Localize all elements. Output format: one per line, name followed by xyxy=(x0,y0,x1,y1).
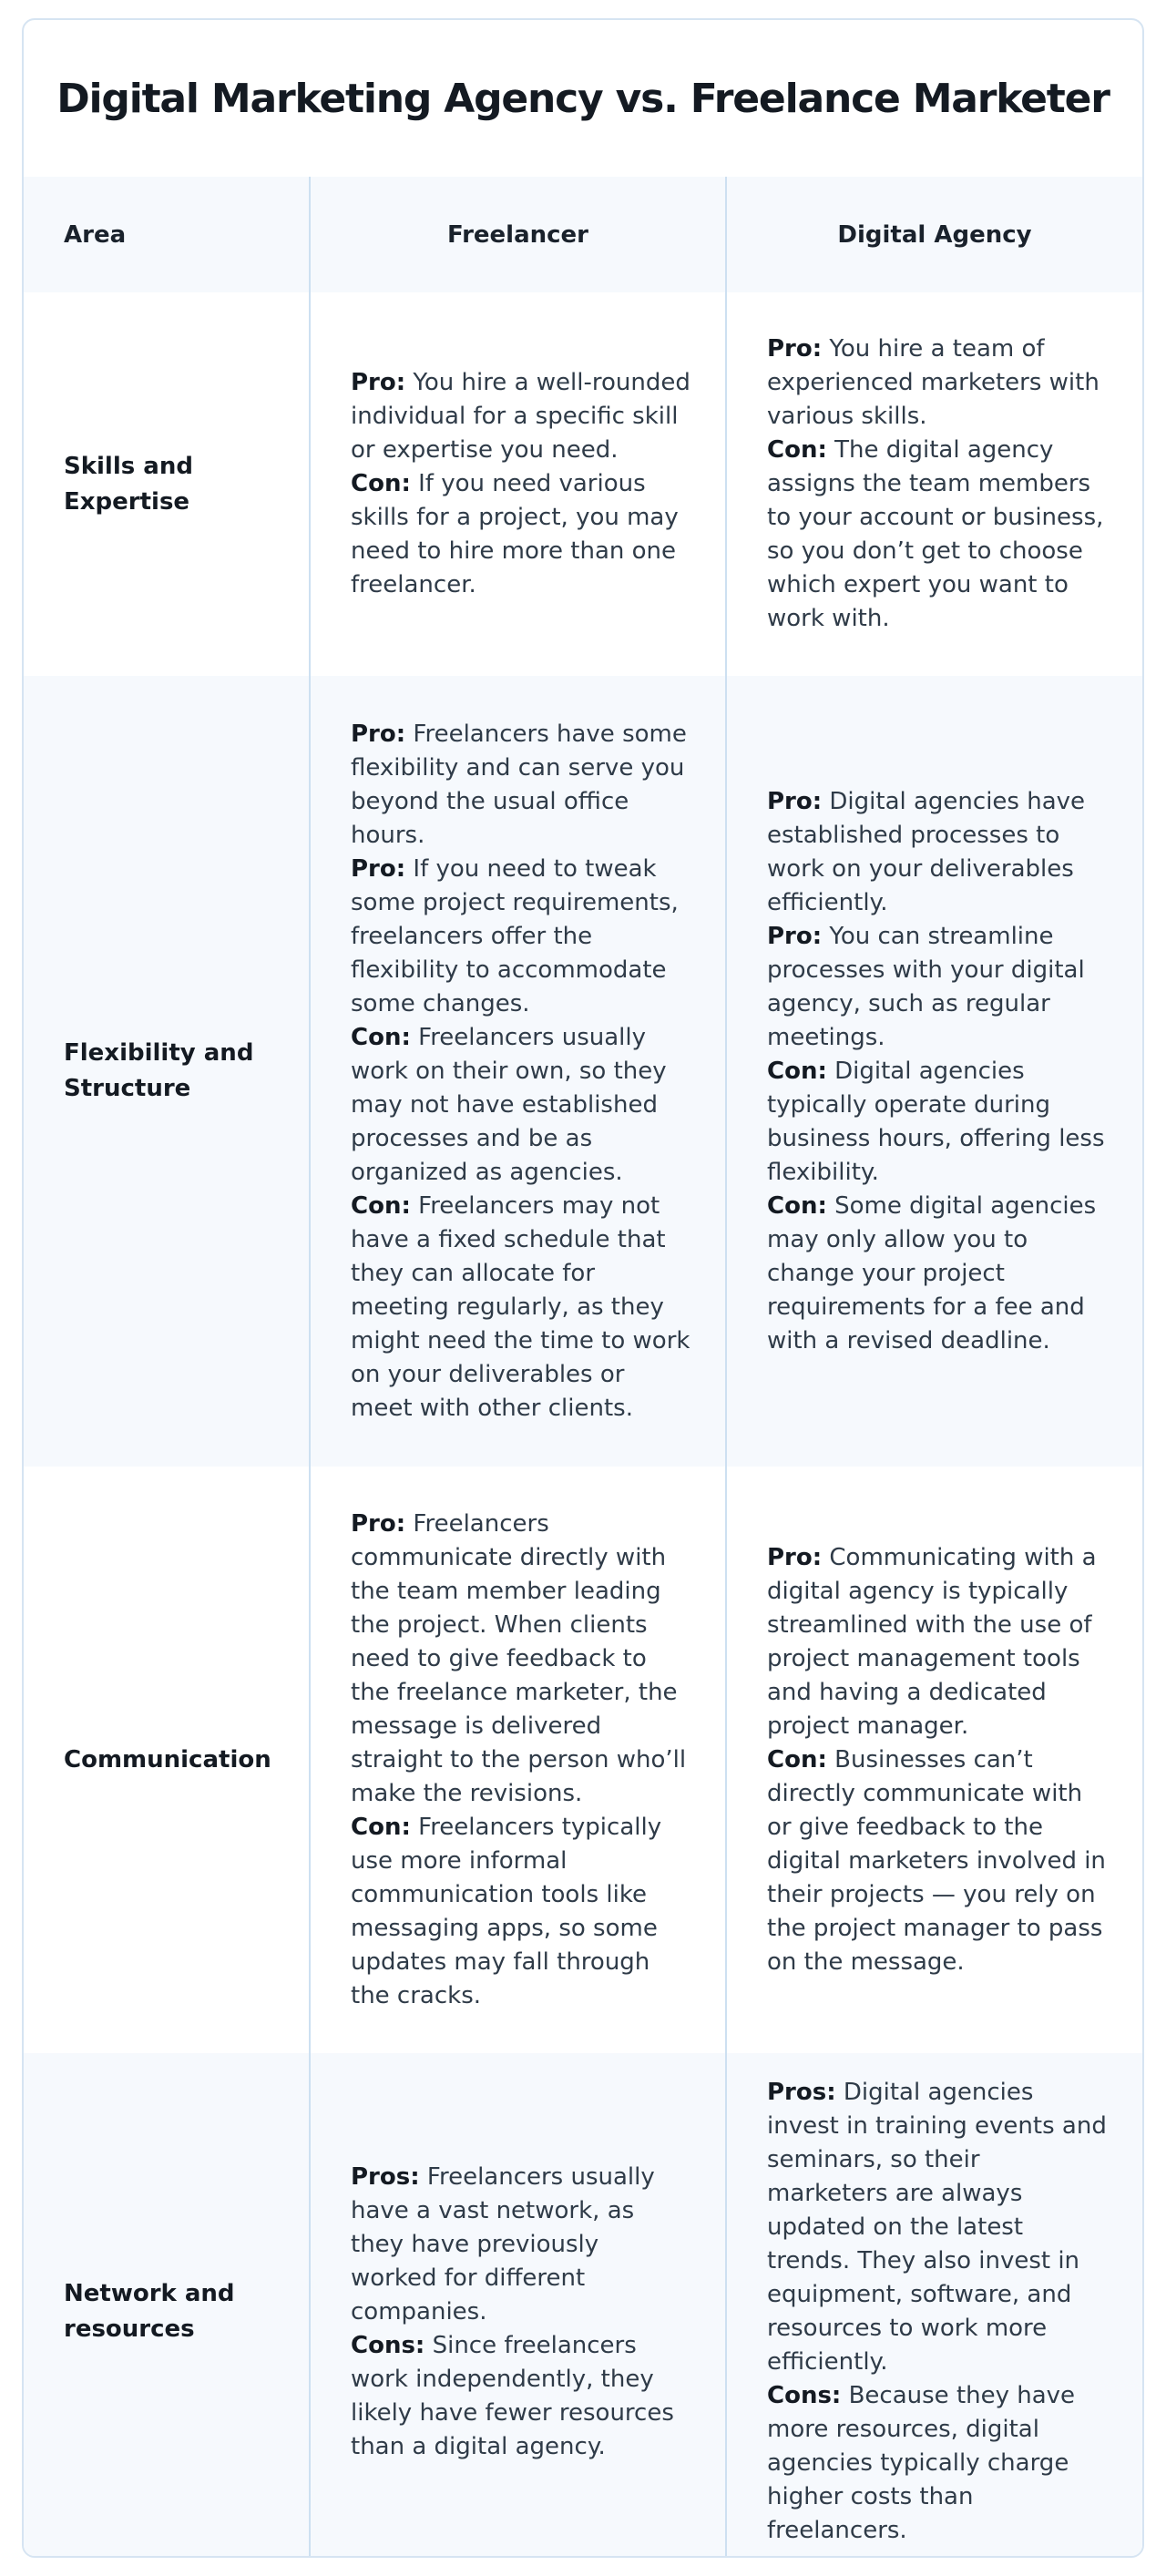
point-label: Con: xyxy=(351,470,411,497)
point-text: If you need to tweak some project requirements, freelancers offer the flexibility to accommodate some changes. xyxy=(351,854,679,1017)
point-text: The digital agency assigns the team members to your account or business, so you don’t get to choose which expert you want to work with. xyxy=(767,436,1104,632)
point-label: Cons: xyxy=(767,2382,842,2409)
point-text: Since freelancers work independently, they likely have fewer resources than a digital agency. xyxy=(351,2331,674,2460)
point-item xyxy=(767,1190,1108,1358)
point-text: Digital agencies have established processes to work on your deliverables efficiently. xyxy=(767,787,1086,916)
point-label: Pros: xyxy=(351,2162,420,2191)
point-text: You can streamline processes with your digital agency, such as regular meetings. xyxy=(767,922,1085,1051)
area-cell: Skills and Expertise xyxy=(24,292,310,676)
point-text: You hire a well-rounded individual for a specific skill or expertise you need. xyxy=(351,369,690,464)
point-text: Digital agencies typically operate during business hours, offering less flexibility. xyxy=(767,1057,1105,1186)
point-text: Freelancers have some flexibility and can serve you beyond the usual office hours. xyxy=(351,720,687,849)
point-item xyxy=(351,718,690,853)
table-row xyxy=(24,2053,1142,2558)
point-label: Pro: xyxy=(767,922,823,950)
point-text: Freelancers usually work on their own, so they may not have established processes and be as organized as agencies. xyxy=(351,1023,667,1186)
agency-cell xyxy=(726,2053,1142,2558)
point-label: Pros: xyxy=(767,2079,836,2106)
page-title: Digital Marketing Agency vs. Freelance Marketer xyxy=(56,75,1110,122)
point-label: Con: xyxy=(351,1813,411,1841)
point-item xyxy=(767,1055,1108,1190)
point-item xyxy=(351,1190,690,1426)
area-cell: Communication xyxy=(24,1467,310,2053)
agency-cell xyxy=(726,292,1142,676)
point-text: You hire a team of experienced marketers with various skills. xyxy=(767,335,1100,430)
freelancer-cell xyxy=(310,1467,726,2053)
point-item xyxy=(767,2076,1108,2379)
table-row xyxy=(24,292,1142,676)
area-cell: Network and resources xyxy=(24,2053,310,2558)
point-item xyxy=(351,853,690,1021)
point-item xyxy=(351,2161,690,2329)
area-cell: Flexibility and Structure xyxy=(24,676,310,1467)
point-item xyxy=(351,467,690,602)
point-item xyxy=(351,1021,690,1190)
point-item xyxy=(767,1541,1108,1743)
point-item xyxy=(767,1743,1108,1979)
point-item xyxy=(351,2329,690,2464)
point-label: Cons: xyxy=(351,2331,425,2359)
comparison-table xyxy=(24,177,1142,2558)
point-item xyxy=(767,2379,1108,2548)
point-text: Freelancers communicate directly with the team member leading the project. When clients need to give feedback to the freelance marketer, the message is delivered straight to the person who’ll make the revisions. xyxy=(351,1509,687,1807)
point-label: Pro: xyxy=(767,335,823,363)
freelancer-cell xyxy=(310,676,726,1467)
title-area xyxy=(24,20,1142,177)
table-row xyxy=(24,1467,1142,2053)
point-label: Pro: xyxy=(351,720,406,748)
column-header-agency: Digital Agency xyxy=(726,177,1142,292)
header-row xyxy=(24,177,1142,292)
point-text: Communicating with a digital agency is typically streamlined with the use of project management tools and having a dedicated project manager. xyxy=(767,1543,1097,1740)
point-label: Pro: xyxy=(351,854,406,883)
point-label: Pro: xyxy=(351,369,406,396)
point-text: Some digital agencies may only allow you to change your project requirements for a fee and with a revised deadline. xyxy=(767,1191,1097,1354)
column-header-freelancer: Freelancer xyxy=(310,177,726,292)
point-label: Pro: xyxy=(767,787,823,815)
freelancer-cell xyxy=(310,292,726,676)
point-label: Con: xyxy=(767,1057,827,1085)
agency-cell xyxy=(726,1467,1142,2053)
comparison-card xyxy=(22,18,1144,2558)
table-row xyxy=(24,676,1142,1467)
point-label: Con: xyxy=(767,436,827,464)
point-item xyxy=(767,920,1108,1055)
point-label: Con: xyxy=(351,1191,411,1220)
point-item xyxy=(767,434,1108,636)
point-text: Freelancers usually have a vast network, as they have previously worked for different companies. xyxy=(351,2162,655,2326)
point-label: Pro: xyxy=(351,1509,406,1538)
point-item xyxy=(767,332,1108,434)
point-label: Con: xyxy=(351,1023,411,1051)
point-text: Businesses can’t directly communicate with or give feedback to the digital marketers involved in their projects — you rely on the project manager to pass on the message. xyxy=(767,1745,1106,1976)
point-text: Freelancers typically use more informal communication tools like messaging apps, so some updates may fall through the cracks. xyxy=(351,1813,662,2009)
agency-cell xyxy=(726,676,1142,1467)
point-item xyxy=(351,1508,690,1811)
point-item xyxy=(767,785,1108,920)
point-text: Freelancers may not have a fixed schedule that they can allocate for meeting regularly, as they might need the time to work on your deliverables or meet with other clients. xyxy=(351,1191,690,1422)
point-text: Digital agencies invest in training events and seminars, so their marketers are always updated on the latest trends. They also invest in equipment, software, and resources to work more efficiently. xyxy=(767,2079,1107,2376)
point-item xyxy=(351,366,690,467)
point-label: Con: xyxy=(767,1745,827,1774)
freelancer-cell xyxy=(310,2053,726,2558)
point-text: If you need various skills for a project, you may need to hire more than one freelancer. xyxy=(351,470,679,598)
point-text: Because they have more resources, digital agencies typically charge higher costs than freelancers. xyxy=(767,2382,1076,2544)
point-label: Pro: xyxy=(767,1543,823,1571)
column-header-area: Area xyxy=(24,177,310,292)
point-item xyxy=(351,1811,690,2013)
point-label: Con: xyxy=(767,1191,827,1220)
